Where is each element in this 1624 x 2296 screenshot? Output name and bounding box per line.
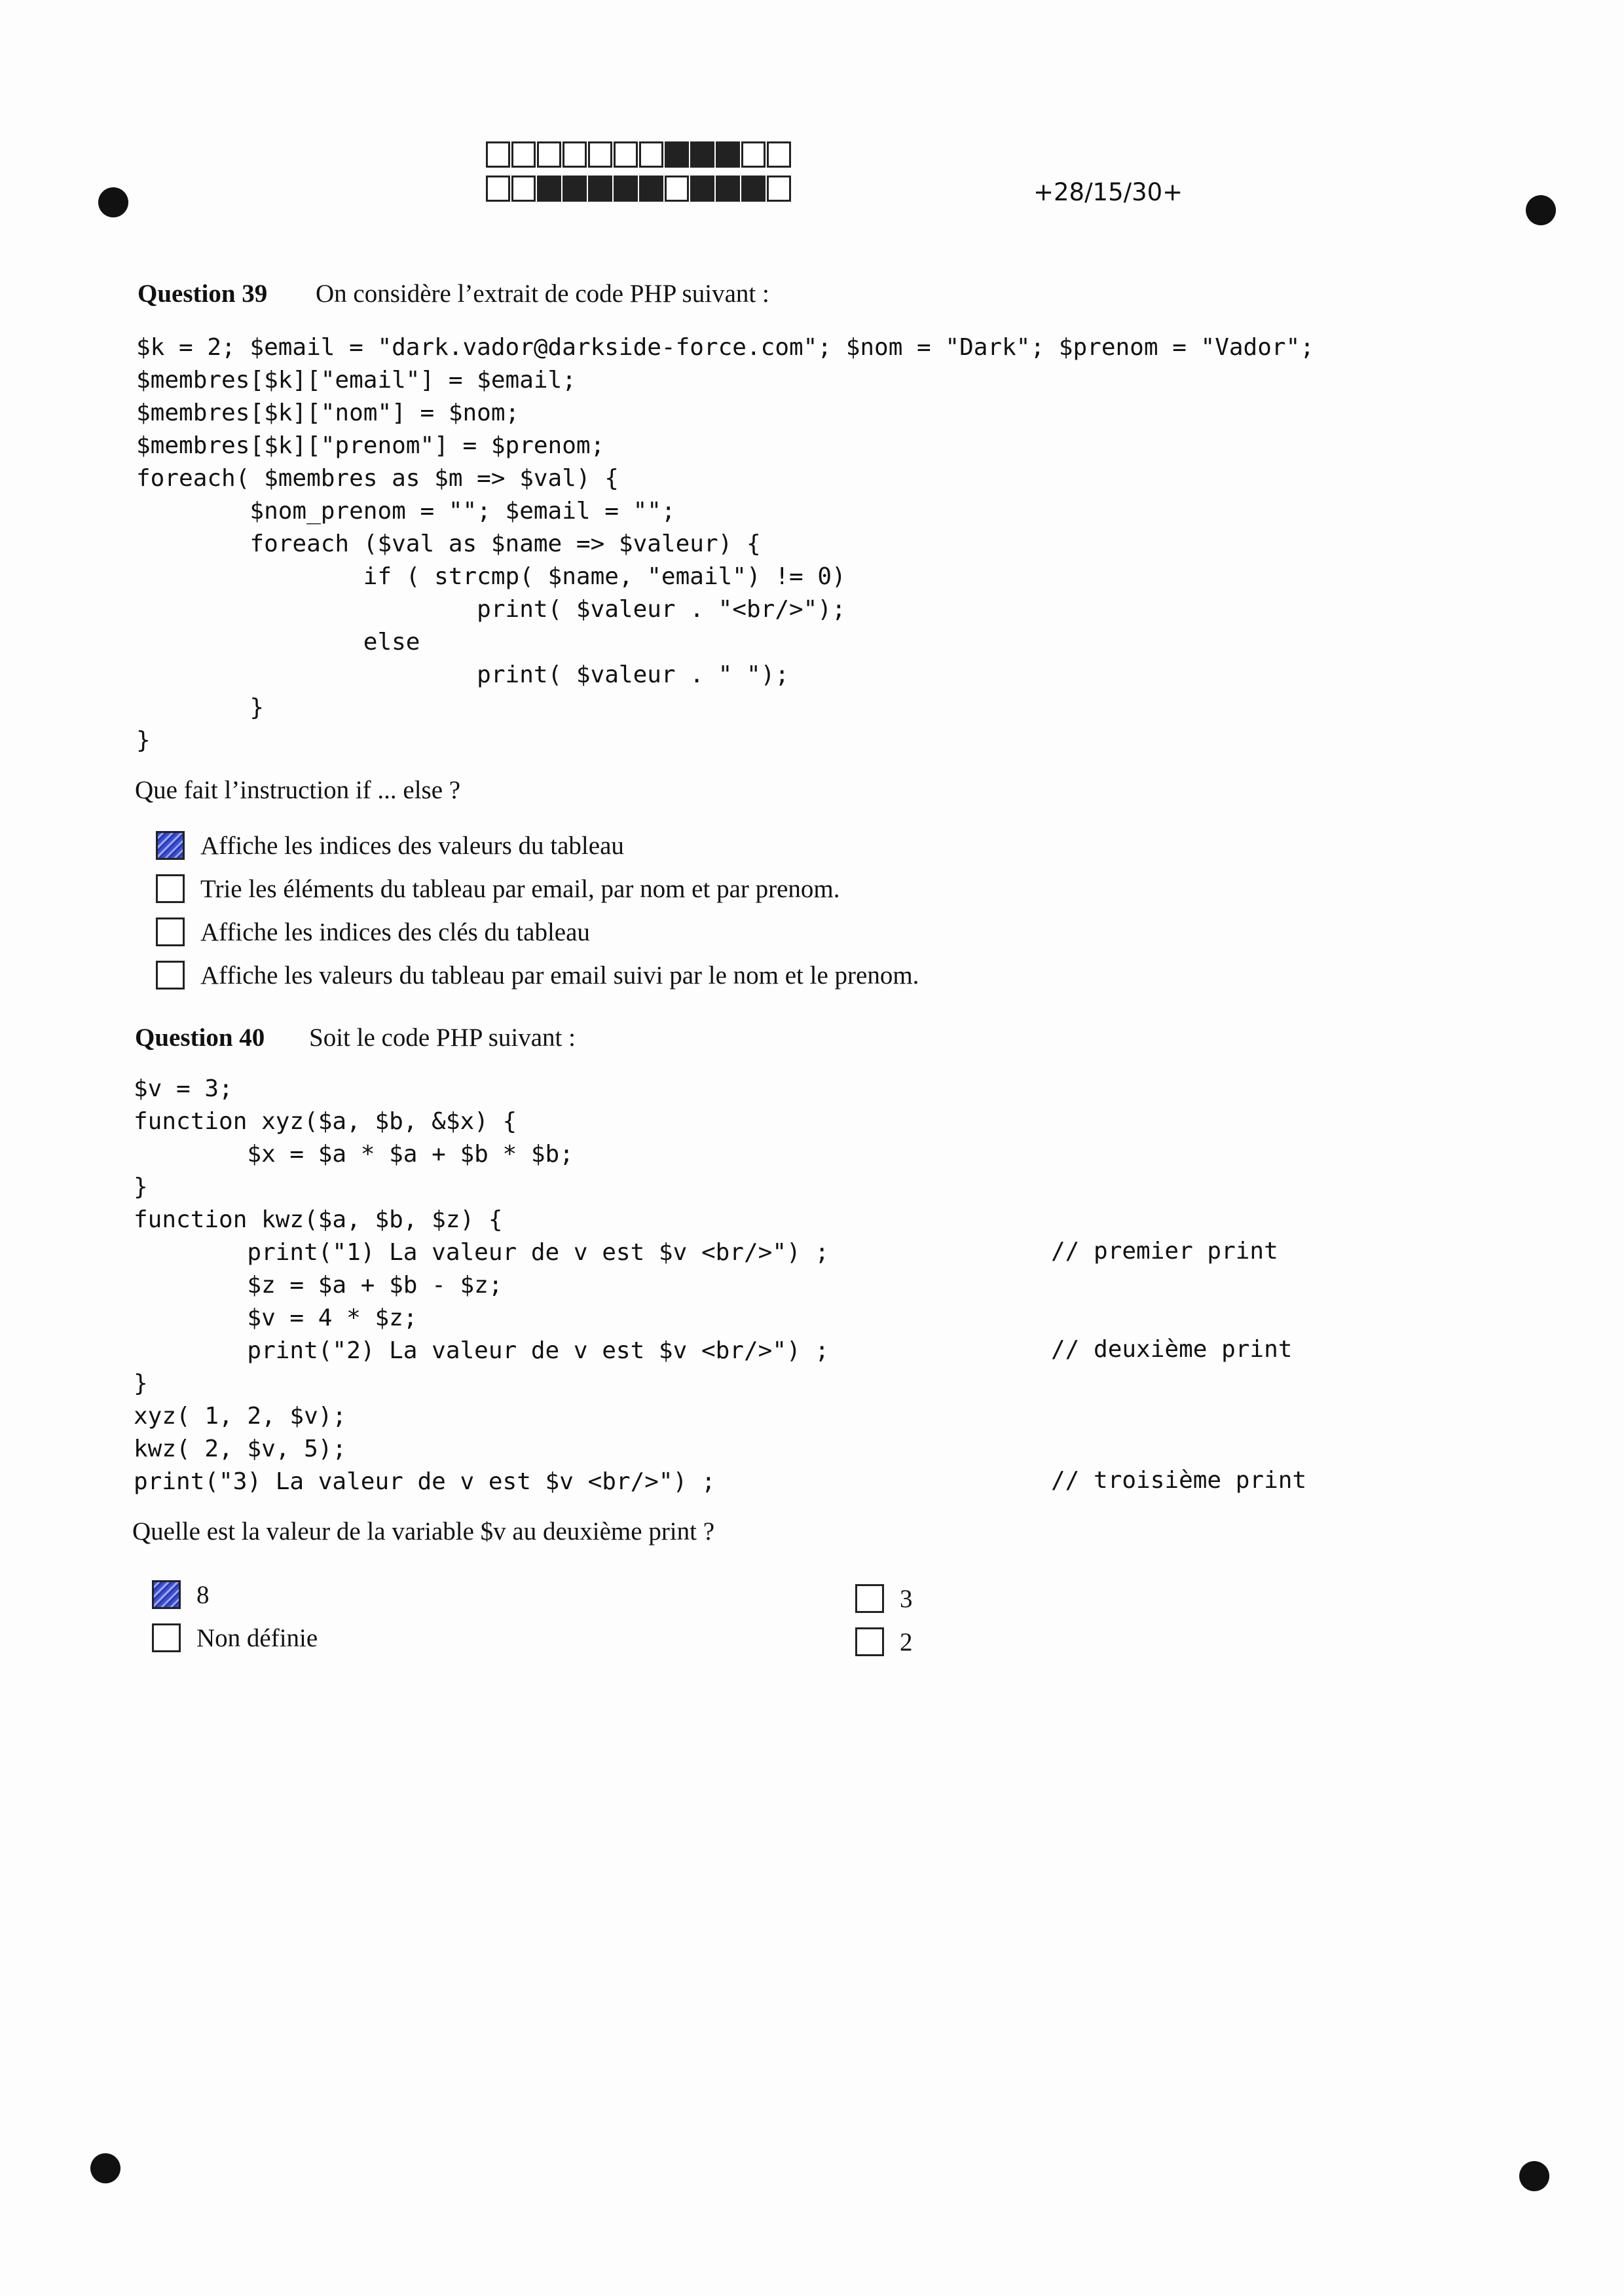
code-line: $v = 3;	[134, 1075, 233, 1102]
code-line: }	[134, 1174, 148, 1200]
answer-list-q40-left	[152, 1573, 318, 1659]
code-line: $nom_prenom = ""; $email = "";	[136, 498, 676, 525]
id-box-filled	[690, 176, 714, 202]
code-comment-third-print: // troisième print	[1051, 1467, 1307, 1494]
id-box-empty	[511, 141, 536, 168]
answer-option[interactable]	[152, 1573, 318, 1616]
id-box-empty	[665, 176, 689, 202]
code-comment-first-print: // premier print	[1051, 1238, 1278, 1265]
question-intro: Soit le code PHP suivant :	[309, 1024, 576, 1052]
checkbox[interactable]	[152, 1623, 181, 1652]
checkbox[interactable]	[855, 1627, 884, 1656]
id-box-row	[486, 141, 792, 169]
id-box-filled	[537, 176, 561, 202]
id-box-filled	[665, 141, 689, 168]
student-id-grid	[486, 141, 792, 210]
answer-option[interactable]	[156, 954, 919, 997]
question-40-prompt: Quelle est la valeur de la variable $v au deuxième print ?	[132, 1517, 715, 1546]
question-39-prompt: Que fait l’instruction if ... else ?	[135, 776, 461, 804]
id-box-empty	[767, 141, 791, 168]
id-box-filled	[690, 141, 714, 168]
code-line: xyz( 1, 2, $v);	[134, 1403, 347, 1430]
answer-label: Affiche les indices des clés du tableau	[200, 917, 590, 946]
id-box-empty	[563, 141, 587, 168]
code-line: }	[136, 727, 151, 754]
code-line: foreach ($val as $name => $valeur) {	[136, 530, 761, 557]
code-line: function xyz($a, $b, &$x) {	[134, 1108, 517, 1135]
answer-option[interactable]	[855, 1577, 913, 1620]
code-line: else	[136, 629, 420, 656]
id-box-empty	[614, 141, 638, 168]
code-line: }	[134, 1370, 148, 1397]
answer-option[interactable]	[156, 824, 919, 867]
id-box-filled	[716, 141, 740, 168]
checkbox-checked[interactable]	[152, 1580, 181, 1609]
id-box-empty	[588, 141, 612, 168]
corner-mark-top-left	[98, 187, 128, 217]
id-box-empty	[486, 176, 510, 202]
id-box-filled	[563, 176, 587, 202]
answer-label: Affiche les valeurs du tableau par email suivi par le nom et le prenom.	[200, 961, 919, 990]
code-comment-second-print: // deuxième print	[1051, 1336, 1293, 1363]
id-box-filled	[614, 176, 638, 202]
code-line: $v = 4 * $z;	[134, 1305, 418, 1331]
id-box-filled	[639, 176, 663, 202]
question-number: Question 40	[135, 1024, 265, 1052]
answer-option[interactable]	[156, 910, 919, 954]
code-block-q40	[134, 1073, 829, 1498]
id-box-empty	[486, 141, 510, 168]
answer-option[interactable]	[156, 867, 919, 910]
page-identifier: +28/15/30+	[1033, 178, 1183, 206]
code-line: $membres[$k]["email"] = $email;	[136, 367, 576, 394]
id-box-empty	[511, 176, 536, 202]
answer-label: 2	[900, 1627, 913, 1656]
code-block-q39	[136, 331, 1314, 757]
answer-label: 8	[196, 1580, 210, 1609]
code-line: $membres[$k]["prenom"] = $prenom;	[136, 432, 605, 459]
checkbox-checked[interactable]	[156, 831, 185, 860]
question-39-header	[138, 279, 769, 308]
answer-option[interactable]	[152, 1616, 318, 1659]
checkbox[interactable]	[156, 874, 185, 903]
code-line: kwz( 2, $v, 5);	[134, 1435, 347, 1462]
id-box-filled	[716, 176, 740, 202]
code-line: function kwz($a, $b, $z) {	[134, 1206, 503, 1233]
id-box-empty	[639, 141, 663, 168]
code-line: print("1) La valeur de v est $v <br/>") ;	[134, 1239, 830, 1266]
code-line: print("3) La valeur de v est $v <br/>") ;	[134, 1468, 716, 1495]
id-box-empty	[537, 141, 561, 168]
answer-label: Non définie	[196, 1623, 318, 1652]
code-line: print( $valeur . " ");	[136, 661, 789, 688]
code-line: foreach( $membres as $m => $val) {	[136, 465, 619, 492]
id-box-filled	[588, 176, 612, 202]
id-box-empty	[767, 176, 791, 202]
code-line: if ( strcmp( $name, "email") != 0)	[136, 563, 846, 590]
answer-list-q40-right	[855, 1577, 913, 1663]
code-line: print("2) La valeur de v est $v <br/>") ;	[134, 1337, 830, 1364]
answer-label: 3	[900, 1584, 913, 1613]
code-line: }	[136, 694, 265, 721]
checkbox[interactable]	[855, 1584, 884, 1613]
question-number: Question 39	[138, 280, 268, 308]
code-line: $k = 2; $email = "dark.vador@darkside-force.com"; $nom = "Dark"; $prenom = "Vador";	[136, 334, 1314, 361]
code-line: $membres[$k]["nom"] = $nom;	[136, 399, 520, 426]
corner-mark-top-right	[1526, 195, 1556, 225]
id-box-row	[486, 176, 792, 203]
corner-mark-bottom-right	[1519, 2161, 1549, 2191]
checkbox[interactable]	[156, 917, 185, 946]
answer-label: Affiche les indices des valeurs du tableau	[200, 831, 624, 860]
answer-option[interactable]	[855, 1620, 913, 1663]
code-line: $x = $a * $a + $b * $b;	[134, 1141, 574, 1168]
code-line: print( $valeur . "<br/>");	[136, 596, 846, 623]
answer-list-q39	[156, 824, 919, 997]
id-box-empty	[741, 141, 766, 168]
code-line: $z = $a + $b - $z;	[134, 1272, 503, 1299]
answer-label: Trie les éléments du tableau par email, par nom et par prenom.	[200, 874, 840, 903]
checkbox[interactable]	[156, 961, 185, 990]
corner-mark-bottom-left	[90, 2153, 120, 2183]
id-box-filled	[741, 176, 766, 202]
question-intro: On considère l’extrait de code PHP suivant :	[316, 280, 769, 308]
question-40-header	[135, 1023, 576, 1052]
